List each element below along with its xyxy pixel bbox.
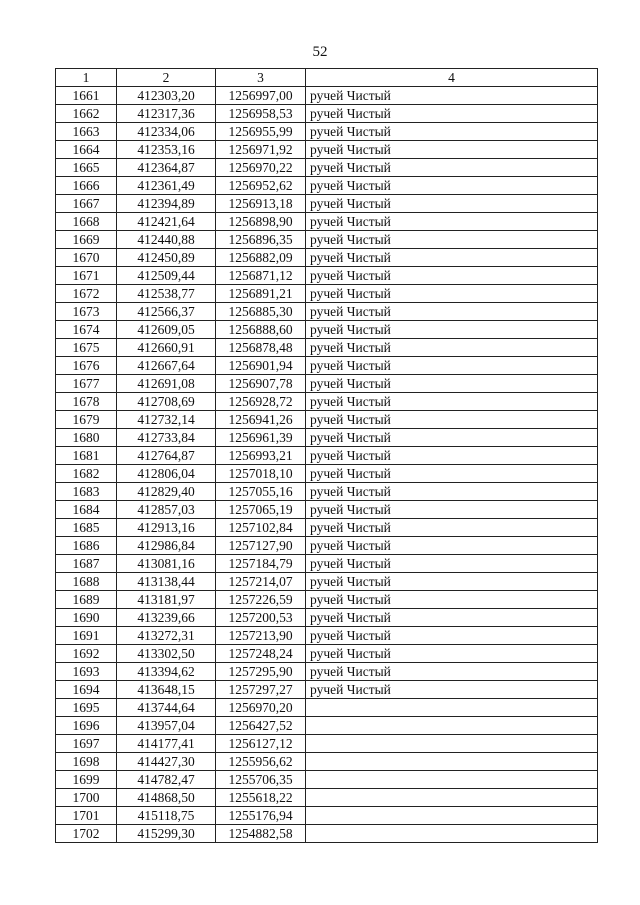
description-cell: ручей Чистый	[306, 501, 598, 519]
point-number-cell: 1683	[56, 483, 117, 501]
y-coordinate-cell: 1257184,79	[216, 555, 306, 573]
table-row	[56, 249, 598, 267]
description-cell: ручей Чистый	[306, 339, 598, 357]
y-coordinate-cell: 1256958,53	[216, 105, 306, 123]
point-number-cell: 1699	[56, 771, 117, 789]
description-cell: ручей Чистый	[306, 591, 598, 609]
point-number-cell: 1688	[56, 573, 117, 591]
description-cell: ручей Чистый	[306, 195, 598, 213]
x-coordinate-cell: 413302,50	[117, 645, 216, 663]
y-coordinate-cell: 1256896,35	[216, 231, 306, 249]
table-row	[56, 159, 598, 177]
point-number-cell: 1700	[56, 789, 117, 807]
x-coordinate-cell: 413081,16	[117, 555, 216, 573]
table-row	[56, 789, 598, 807]
y-coordinate-cell: 1256882,09	[216, 249, 306, 267]
point-number-cell: 1682	[56, 465, 117, 483]
x-coordinate-cell: 412566,37	[117, 303, 216, 321]
x-coordinate-cell: 412732,14	[117, 411, 216, 429]
description-cell	[306, 735, 598, 753]
column-header-4: 4	[306, 69, 598, 87]
y-coordinate-cell: 1256941,26	[216, 411, 306, 429]
table-row	[56, 645, 598, 663]
x-coordinate-cell: 412829,40	[117, 483, 216, 501]
table-row	[56, 483, 598, 501]
description-cell: ручей Чистый	[306, 393, 598, 411]
description-cell: ручей Чистый	[306, 681, 598, 699]
table-row	[56, 735, 598, 753]
x-coordinate-cell: 414868,50	[117, 789, 216, 807]
table-row	[56, 501, 598, 519]
x-coordinate-cell: 414427,30	[117, 753, 216, 771]
x-coordinate-cell: 412450,89	[117, 249, 216, 267]
y-coordinate-cell: 1256913,18	[216, 195, 306, 213]
table-row	[56, 681, 598, 699]
y-coordinate-cell: 1256928,72	[216, 393, 306, 411]
y-coordinate-cell: 1257065,19	[216, 501, 306, 519]
point-number-cell: 1672	[56, 285, 117, 303]
table-row	[56, 141, 598, 159]
y-coordinate-cell: 1256878,48	[216, 339, 306, 357]
y-coordinate-cell: 1257102,84	[216, 519, 306, 537]
x-coordinate-cell: 412353,16	[117, 141, 216, 159]
y-coordinate-cell: 1256888,60	[216, 321, 306, 339]
x-coordinate-cell: 413957,04	[117, 717, 216, 735]
table-row	[56, 753, 598, 771]
y-coordinate-cell: 1256993,21	[216, 447, 306, 465]
table-row	[56, 285, 598, 303]
table-row	[56, 195, 598, 213]
y-coordinate-cell: 1256970,20	[216, 699, 306, 717]
table-row	[56, 771, 598, 789]
y-coordinate-cell: 1257200,53	[216, 609, 306, 627]
table-row	[56, 321, 598, 339]
y-coordinate-cell: 1256970,22	[216, 159, 306, 177]
table-row	[56, 555, 598, 573]
point-number-cell: 1702	[56, 825, 117, 843]
description-cell: ручей Чистый	[306, 537, 598, 555]
x-coordinate-cell: 412806,04	[117, 465, 216, 483]
y-coordinate-cell: 1257213,90	[216, 627, 306, 645]
x-coordinate-cell: 412733,84	[117, 429, 216, 447]
x-coordinate-cell: 413394,62	[117, 663, 216, 681]
description-cell: ручей Чистый	[306, 213, 598, 231]
x-coordinate-cell: 413239,66	[117, 609, 216, 627]
point-number-cell: 1690	[56, 609, 117, 627]
description-cell: ручей Чистый	[306, 141, 598, 159]
table-row	[56, 375, 598, 393]
description-cell: ручей Чистый	[306, 177, 598, 195]
y-coordinate-cell: 1256871,12	[216, 267, 306, 285]
description-cell	[306, 771, 598, 789]
point-number-cell: 1691	[56, 627, 117, 645]
description-cell: ручей Чистый	[306, 483, 598, 501]
x-coordinate-cell: 413181,97	[117, 591, 216, 609]
point-number-cell: 1692	[56, 645, 117, 663]
point-number-cell: 1664	[56, 141, 117, 159]
table-row	[56, 807, 598, 825]
description-cell: ручей Чистый	[306, 231, 598, 249]
y-coordinate-cell: 1254882,58	[216, 825, 306, 843]
table-row	[56, 663, 598, 681]
x-coordinate-cell: 412660,91	[117, 339, 216, 357]
description-cell: ручей Чистый	[306, 663, 598, 681]
x-coordinate-cell: 412361,49	[117, 177, 216, 195]
table-row	[56, 87, 598, 105]
column-header-1: 1	[56, 69, 117, 87]
table-row	[56, 267, 598, 285]
description-cell: ручей Чистый	[306, 303, 598, 321]
point-number-cell: 1665	[56, 159, 117, 177]
point-number-cell: 1689	[56, 591, 117, 609]
table-row	[56, 519, 598, 537]
table-row	[56, 627, 598, 645]
point-number-cell: 1681	[56, 447, 117, 465]
point-number-cell: 1684	[56, 501, 117, 519]
point-number-cell: 1675	[56, 339, 117, 357]
x-coordinate-cell: 412394,89	[117, 195, 216, 213]
x-coordinate-cell: 412986,84	[117, 537, 216, 555]
description-cell	[306, 717, 598, 735]
x-coordinate-cell: 414177,41	[117, 735, 216, 753]
x-coordinate-cell: 412857,03	[117, 501, 216, 519]
description-cell: ручей Чистый	[306, 375, 598, 393]
table-row	[56, 447, 598, 465]
point-number-cell: 1685	[56, 519, 117, 537]
description-cell: ручей Чистый	[306, 285, 598, 303]
x-coordinate-cell: 412509,44	[117, 267, 216, 285]
y-coordinate-cell: 1256427,52	[216, 717, 306, 735]
point-number-cell: 1679	[56, 411, 117, 429]
y-coordinate-cell: 1257226,59	[216, 591, 306, 609]
point-number-cell: 1666	[56, 177, 117, 195]
description-cell: ручей Чистый	[306, 105, 598, 123]
coordinates-table	[55, 68, 598, 843]
y-coordinate-cell: 1256901,94	[216, 357, 306, 375]
table-row	[56, 465, 598, 483]
y-coordinate-cell: 1256127,12	[216, 735, 306, 753]
y-coordinate-cell: 1256997,00	[216, 87, 306, 105]
point-number-cell: 1698	[56, 753, 117, 771]
description-cell	[306, 699, 598, 717]
description-cell	[306, 807, 598, 825]
y-coordinate-cell: 1255176,94	[216, 807, 306, 825]
page-number: 52	[312, 44, 328, 60]
point-number-cell: 1663	[56, 123, 117, 141]
description-cell: ручей Чистый	[306, 609, 598, 627]
point-number-cell: 1673	[56, 303, 117, 321]
x-coordinate-cell: 412440,88	[117, 231, 216, 249]
y-coordinate-cell: 1257214,07	[216, 573, 306, 591]
x-coordinate-cell: 412667,64	[117, 357, 216, 375]
description-cell: ручей Чистый	[306, 429, 598, 447]
table-row	[56, 591, 598, 609]
point-number-cell: 1687	[56, 555, 117, 573]
x-coordinate-cell: 412609,05	[117, 321, 216, 339]
description-cell: ручей Чистый	[306, 357, 598, 375]
table-row	[56, 339, 598, 357]
x-coordinate-cell: 412708,69	[117, 393, 216, 411]
point-number-cell: 1694	[56, 681, 117, 699]
point-number-cell: 1676	[56, 357, 117, 375]
x-coordinate-cell: 414782,47	[117, 771, 216, 789]
table-row	[56, 609, 598, 627]
description-cell	[306, 825, 598, 843]
y-coordinate-cell: 1256955,99	[216, 123, 306, 141]
point-number-cell: 1693	[56, 663, 117, 681]
table-row	[56, 573, 598, 591]
y-coordinate-cell: 1255956,62	[216, 753, 306, 771]
x-coordinate-cell: 413272,31	[117, 627, 216, 645]
table-row	[56, 717, 598, 735]
x-coordinate-cell: 412764,87	[117, 447, 216, 465]
point-number-cell: 1695	[56, 699, 117, 717]
point-number-cell: 1677	[56, 375, 117, 393]
description-cell: ручей Чистый	[306, 627, 598, 645]
y-coordinate-cell: 1256891,21	[216, 285, 306, 303]
point-number-cell: 1669	[56, 231, 117, 249]
x-coordinate-cell: 413744,64	[117, 699, 216, 717]
y-coordinate-cell: 1257127,90	[216, 537, 306, 555]
point-number-cell: 1662	[56, 105, 117, 123]
x-coordinate-cell: 412303,20	[117, 87, 216, 105]
point-number-cell: 1697	[56, 735, 117, 753]
column-header-3: 3	[216, 69, 306, 87]
x-coordinate-cell: 415118,75	[117, 807, 216, 825]
description-cell: ручей Чистый	[306, 465, 598, 483]
point-number-cell: 1701	[56, 807, 117, 825]
table-row	[56, 537, 598, 555]
description-cell: ручей Чистый	[306, 123, 598, 141]
x-coordinate-cell: 412913,16	[117, 519, 216, 537]
point-number-cell: 1670	[56, 249, 117, 267]
description-cell: ручей Чистый	[306, 249, 598, 267]
point-number-cell: 1680	[56, 429, 117, 447]
table-row	[56, 105, 598, 123]
description-cell: ручей Чистый	[306, 447, 598, 465]
y-coordinate-cell: 1257248,24	[216, 645, 306, 663]
column-header-2: 2	[117, 69, 216, 87]
description-cell: ручей Чистый	[306, 87, 598, 105]
table-row	[56, 393, 598, 411]
point-number-cell: 1696	[56, 717, 117, 735]
description-cell: ручей Чистый	[306, 573, 598, 591]
description-cell: ручей Чистый	[306, 267, 598, 285]
y-coordinate-cell: 1256971,92	[216, 141, 306, 159]
table-row	[56, 231, 598, 249]
table-header-row	[56, 69, 598, 87]
point-number-cell: 1667	[56, 195, 117, 213]
description-cell: ручей Чистый	[306, 519, 598, 537]
table-row	[56, 411, 598, 429]
point-number-cell: 1668	[56, 213, 117, 231]
y-coordinate-cell: 1256952,62	[216, 177, 306, 195]
y-coordinate-cell: 1255706,35	[216, 771, 306, 789]
table-row	[56, 357, 598, 375]
y-coordinate-cell: 1256961,39	[216, 429, 306, 447]
table-row	[56, 429, 598, 447]
description-cell	[306, 789, 598, 807]
y-coordinate-cell: 1257295,90	[216, 663, 306, 681]
table-row	[56, 213, 598, 231]
y-coordinate-cell: 1256907,78	[216, 375, 306, 393]
x-coordinate-cell: 415299,30	[117, 825, 216, 843]
x-coordinate-cell: 412421,64	[117, 213, 216, 231]
x-coordinate-cell: 412317,36	[117, 105, 216, 123]
table-row	[56, 303, 598, 321]
description-cell: ручей Чистый	[306, 411, 598, 429]
point-number-cell: 1674	[56, 321, 117, 339]
point-number-cell: 1678	[56, 393, 117, 411]
point-number-cell: 1671	[56, 267, 117, 285]
description-cell	[306, 753, 598, 771]
y-coordinate-cell: 1257297,27	[216, 681, 306, 699]
description-cell: ручей Чистый	[306, 321, 598, 339]
x-coordinate-cell: 412538,77	[117, 285, 216, 303]
x-coordinate-cell: 413138,44	[117, 573, 216, 591]
table-row	[56, 177, 598, 195]
x-coordinate-cell: 412691,08	[117, 375, 216, 393]
x-coordinate-cell: 413648,15	[117, 681, 216, 699]
table-row	[56, 825, 598, 843]
table-body	[56, 87, 598, 843]
x-coordinate-cell: 412334,06	[117, 123, 216, 141]
point-number-cell: 1686	[56, 537, 117, 555]
point-number-cell: 1661	[56, 87, 117, 105]
description-cell: ручей Чистый	[306, 159, 598, 177]
description-cell: ручей Чистый	[306, 645, 598, 663]
description-cell: ручей Чистый	[306, 555, 598, 573]
y-coordinate-cell: 1257055,16	[216, 483, 306, 501]
y-coordinate-cell: 1256898,90	[216, 213, 306, 231]
y-coordinate-cell: 1256885,30	[216, 303, 306, 321]
x-coordinate-cell: 412364,87	[117, 159, 216, 177]
y-coordinate-cell: 1257018,10	[216, 465, 306, 483]
y-coordinate-cell: 1255618,22	[216, 789, 306, 807]
table-row	[56, 699, 598, 717]
table-row	[56, 123, 598, 141]
